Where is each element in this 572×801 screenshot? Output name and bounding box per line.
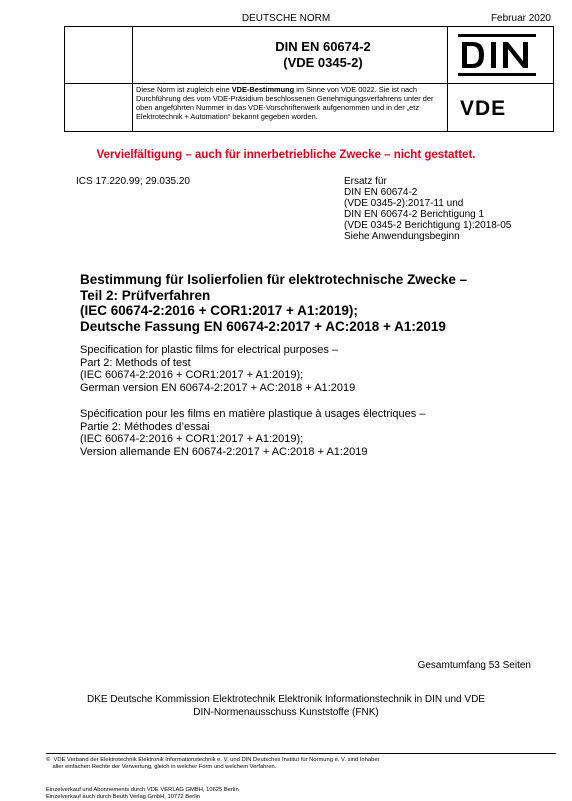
publication-date: Februar 2020 xyxy=(490,13,551,24)
replacement-line: DIN EN 60674-2 xyxy=(344,187,418,198)
german-title-line: (IEC 60674-2:2016 + COR1:2017 + A1:2019); xyxy=(80,303,358,318)
vde-logo: VDE xyxy=(460,97,507,120)
english-title-line: Part 2: Methods of test xyxy=(80,356,191,369)
replacement-line: (VDE 0345-2):2017-11 und xyxy=(344,198,464,209)
header-divider-horizontal xyxy=(65,83,553,84)
din-logo-graphic xyxy=(458,34,536,76)
replacement-line: (VDE 0345-2 Berichtigung 1):2018-05 xyxy=(344,220,512,231)
vde-number: (VDE 0345-2) xyxy=(283,55,363,70)
din-logo xyxy=(458,34,536,76)
copyright-notice xyxy=(46,757,556,771)
replacement-line: DIN EN 60674-2 Berichtigung 1 xyxy=(344,209,485,220)
french-title-line: Partie 2: Méthodes d’essai xyxy=(80,420,210,433)
committees xyxy=(0,694,572,719)
replacement-line: Ersatz für xyxy=(344,176,387,187)
committee-line: DIN-Normenausschuss Kunststoffe (FNK) xyxy=(193,706,379,718)
vde-note-bold: VDE-Bestimmung xyxy=(231,85,295,94)
committee-line: DKE Deutsche Kommission Elektrotechnik Elektronik Informationstechnik in DIN und VDE xyxy=(87,694,485,705)
replacement-line: Siehe Anwendungsbeginn xyxy=(344,231,460,242)
german-title xyxy=(80,272,550,334)
german-title-line: Deutsche Fassung EN 60674-2:2017 + AC:2018 + A1:2019 xyxy=(80,318,446,334)
reproduction-warning: Vervielfältigung – auch für innerbetriebliche Zwecke – nicht gestattet. xyxy=(96,149,476,161)
standard-number: DIN EN 60674-2 xyxy=(275,39,371,54)
english-title-line: German version EN 60674-2:2017 + AC:2018 + A1:2019 xyxy=(80,381,356,394)
english-title-line: (IEC 60674-2:2016 + COR1:2017 + A1:2019); xyxy=(80,369,304,381)
replacement-info xyxy=(344,176,511,242)
total-pages: Gesamtumfang 53 Seiten xyxy=(417,660,531,671)
copyright-line: aller einfachen Rechte der Verwertung, gleich in welcher Form und welchem Verfahren. xyxy=(46,764,277,770)
german-title-line: Bestimmung für Isolierfolien für elektrotechnische Zwecke – xyxy=(80,272,468,287)
english-title-line: Specification for plastic films for electrical purposes – xyxy=(80,344,338,356)
ics-codes: ICS 17.220.99; 29.035.20 xyxy=(76,176,190,187)
french-title-line: Spécification pour les films en matière plastique à usages électriques – xyxy=(80,408,426,420)
vde-note xyxy=(136,85,448,121)
vde-note-post: im Sinne von VDE 0022. Sie ist nach Durchführung des vom VDE-Präsidium beschlossenen Genehmigungsverfahrens unter der oben angeführten Nummer in das VDE-Vorschriftenwerk aufgenommen und in der „etz Elektrotechnik + Automation“ bekannt gegeben worden. xyxy=(136,85,434,121)
distribution-line: Einzelverkauf auch durch Beuth Verlag GmbH, 10772 Berlin xyxy=(46,794,201,800)
copyright-line: © VDE Verband der Elektrotechnik Elektronik Informationstechnik e. V. und DIN Deutsches Institut für Normung e. V. sind Inhaber xyxy=(46,757,380,763)
english-title xyxy=(80,344,355,394)
distribution-notice xyxy=(46,787,239,801)
vde-note-pre: Diese Norm ist zugleich eine xyxy=(136,85,232,94)
norm-label: DEUTSCHE NORM xyxy=(241,13,331,24)
footer-divider xyxy=(46,753,556,754)
distribution-line: Einzelverkauf und Abonnements durch VDE VERLAG GMBH, 10625 Berlin xyxy=(46,787,239,793)
french-title xyxy=(80,408,425,458)
french-title-line: Version allemande EN 60674-2:2017 + AC:2018 + A1:2019 xyxy=(80,445,368,458)
german-title-line: Teil 2: Prüfverfahren xyxy=(80,287,211,303)
french-title-line: (IEC 60674-2:2016 + COR1:2017 + A1:2019); xyxy=(80,433,304,445)
